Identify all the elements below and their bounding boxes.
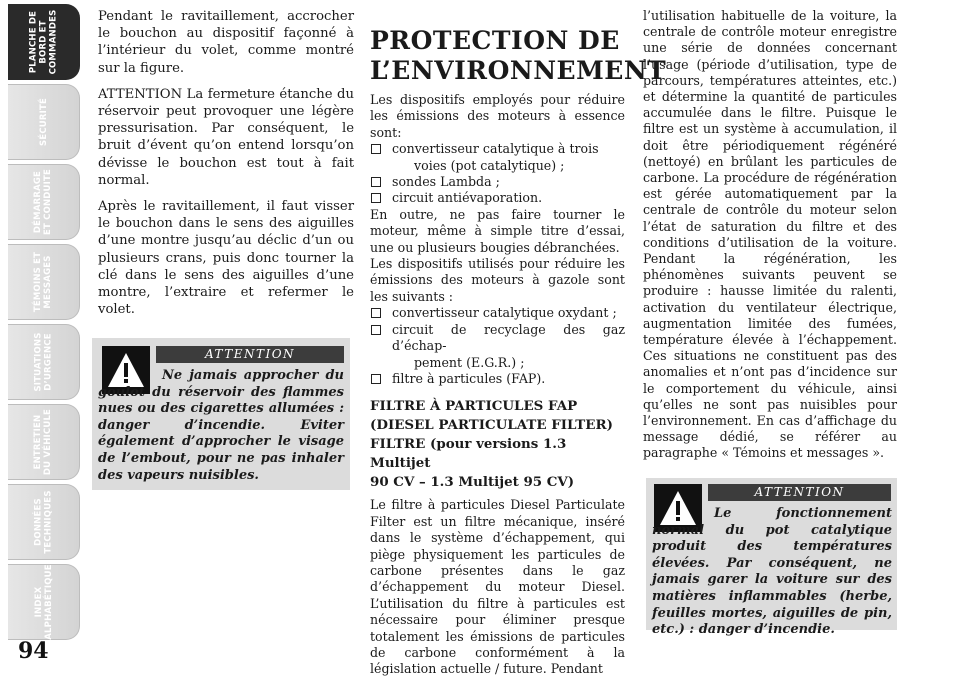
tab-label: DONNÉES TECHNIQUES xyxy=(33,490,54,554)
list-item-continuation: pement (E.G.R.) ; xyxy=(414,354,525,370)
list-item xyxy=(370,141,625,174)
list-item xyxy=(370,322,625,371)
tab-label: DÉMARRAGE ET CONDUITE xyxy=(33,168,54,236)
paragraph: En outre, ne pas faire tourner le moteur, même à simple titre d’essai, une ou plusieurs bougies débranchées. xyxy=(370,206,625,255)
tab-index[interactable] xyxy=(8,564,80,640)
list-item-text: circuit antiévaporation. xyxy=(392,190,543,206)
list-item-text: sondes Lambda ; xyxy=(392,174,500,190)
heading-line: PROTECTION DE xyxy=(370,26,620,55)
tab-temoins[interactable] xyxy=(8,244,80,320)
tab-planche-de-bord[interactable] xyxy=(8,4,80,80)
warning-box-fuel xyxy=(92,338,350,490)
list-item xyxy=(370,174,625,190)
subheading-line: (DIESEL PARTICULATE FILTER) xyxy=(370,417,613,434)
list-item-continuation: voies (pot catalytique) ; xyxy=(414,157,565,173)
section-heading xyxy=(370,26,667,86)
list-item-text: circuit de recyclage des gaz d’échap- xyxy=(392,321,625,354)
heading-line: L’ENVIRONNEMENT xyxy=(370,56,667,85)
warning-label: ATTENTION xyxy=(156,346,344,363)
list-item-text: convertisseur catalytique oxydant ; xyxy=(392,305,617,321)
list-item xyxy=(370,190,625,206)
warning-label: ATTENTION xyxy=(708,484,891,501)
list-item xyxy=(370,371,625,387)
paragraph: ATTENTION La fermeture étanche du réservoir peut provoquer une légère pressurisation. Par conséquent, le bruit d’évent qu’on entend lorsqu’on dévisse le bouchon est tout à fait normal. xyxy=(98,86,354,188)
column-middle xyxy=(370,8,667,677)
tab-donnees[interactable] xyxy=(8,484,80,560)
page-number: 94 xyxy=(18,638,49,664)
column-left xyxy=(98,8,354,327)
tab-securite[interactable] xyxy=(8,84,80,160)
paragraph: Le filtre à particules Diesel Particulate Filter est un filtre mécanique, inséré dans le système d’échappement, qui piège physiquement les particules de carbone présentes dans le gaz d’échappement du moteur Diesel. L’utilisation du filtre à particules est nécessaire pour éliminer presque totalement les émissions de particules de carbone conformément à la législation actuelle / future. Pendant xyxy=(370,497,625,677)
paragraph: Après le ravitaillement, il faut visser le bouchon dans le sens des aiguilles d’une montre jusqu’au déclic d’un ou plusieurs crans, puis donc tourner la clé dans le sens des aiguilles d’une montre, l’extraire et refermer le volet. xyxy=(98,199,354,318)
tab-label: PLANCHE DE BORD ET COMMANDES xyxy=(28,9,59,75)
warning-text: Ne jamais approcher du goulot du réservoir des flammes nues ou des cigarettes allumées : danger d’incendie. Eviter également d’approcher le visage de l’embout, pour ne pas inhaler des vapeurs nuisibles. xyxy=(98,368,344,483)
subheading-line: FILTRE (pour versions 1.3 Multijet xyxy=(370,436,567,472)
paragraph: Les dispositifs utilisés pour réduire les émissions des moteurs à gazole sont les suivants : xyxy=(370,256,625,304)
tab-label: TÉMOINS ET MESSAGES xyxy=(33,251,54,313)
subheading-line: FILTRE À PARTICULES FAP xyxy=(370,398,578,415)
paragraph: l’utilisation habituelle de la voiture, la centrale de contrôle moteur enregistre une série de données concernant l’usage (période d’utilisation, type de parcours, températures atteintes, etc.) et détermine la quantité de particules accumulée dans le filtre. Puisque le filtre est un système à accumulation, il doit être périodiquement régénéré (nettoyé) en brûlant les particules de carbone. La procédure de régénération est gérée automatiquement par la centrale de contrôle du moteur selon l’état de saturation du filtre et des conditions d’utilisation de la voiture. Pendant la régénération, les phénomènes suivants peuvent se produire : hausse limitée du ralenti, activation du ventilateur électrique, augmentation limitée des fumées, température élevée à l’échappement. Ces situations ne constituent pas des anomalies et n’ont pas d’incidence sur le comportement du véhicule, ainsi qu’elles ne sont pas nuisibles pour l’environnement. En cas d’affichage du message dédié, se référer au paragraphe « Témoins et messages ». xyxy=(643,8,897,461)
subheading-line: 90 CV – 1.3 Multijet 95 CV) xyxy=(370,474,575,491)
tab-demarrage[interactable] xyxy=(8,164,80,240)
tab-entretien[interactable] xyxy=(8,404,80,480)
tab-label: ENTRETIEN DU VÉHICULE xyxy=(33,408,54,476)
list-item-text: convertisseur catalytique à trois xyxy=(392,141,599,157)
tab-situations[interactable] xyxy=(8,324,80,400)
warning-text: Le fonctionnement normal du pot catalytique produit des températures élevées. Par conséquent, ne jamais garer la voiture sur des matières inflammables (herbe, feuilles mortes, aiguilles de pin, etc.) : danger d’incendie. xyxy=(652,506,892,638)
tab-label: INDEX ALPHABÉTIQUE xyxy=(33,564,54,640)
warning-box-catalytic xyxy=(646,478,897,638)
paragraph: Pendant le ravitaillement, accrocher le bouchon au dispositif façonné à l’intérieur du volet, comme montré sur la figure. xyxy=(98,9,354,76)
chapter-tabs xyxy=(8,0,80,640)
tab-label: SÉCURITÉ xyxy=(38,98,49,146)
column-right xyxy=(643,8,897,462)
paragraph: Les dispositifs employés pour réduire les émissions des moteurs à essence sont: xyxy=(370,92,625,140)
subsection-heading xyxy=(370,397,625,492)
list-item-text: filtre à particules (FAP). xyxy=(392,370,546,386)
tab-label: SITUATIONS D’URGENCE xyxy=(33,332,54,392)
list-item xyxy=(370,305,625,321)
